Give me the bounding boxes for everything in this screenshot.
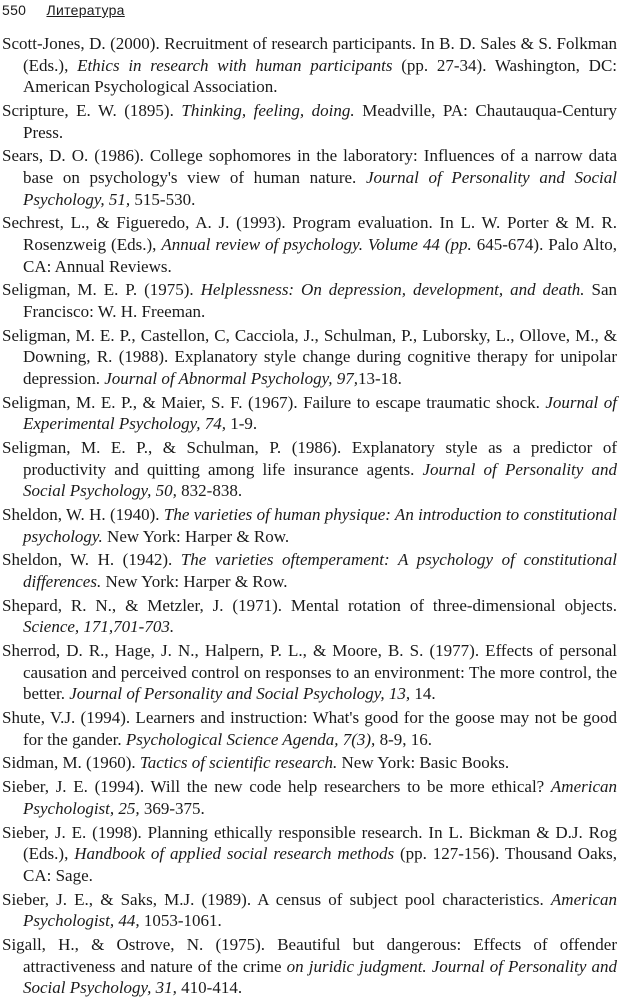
- reference-title-italic: Journal of Personality and Social Psychology, 51,: [23, 167, 617, 209]
- reference-entry: [2, 822, 617, 887]
- reference-text: Shepard, R. N., & Metzler, J. (1971). Mental rotation of three-dimensional objects.: [2, 595, 617, 615]
- reference-entry: [2, 776, 617, 819]
- reference-text: 369-375.: [139, 798, 205, 818]
- reference-entry: [2, 325, 617, 390]
- reference-text: 832-838.: [176, 481, 243, 501]
- reference-text: 1053-1061.: [139, 911, 222, 931]
- reference-text: Seligman, M. E. P., Castellon, C, Cacciola, J., Schulman, P., Luborsky, L., Ollove, M., & Downing, R. (1988). Explanatory style change during cognitive therapy for unipolar depression.: [2, 325, 617, 388]
- reference-text: Sechrest, L., & Figueredo, A. J. (1993). Program evaluation. In L. W. Porter & M. R. Rosenzweig (Eds.),: [2, 213, 617, 254]
- reference-text: Scripture, E. W. (1895).: [2, 100, 182, 120]
- reference-entry: [2, 595, 617, 638]
- reference-title-italic: Journal of Personality and Social Psychology, 13,: [69, 684, 411, 704]
- reference-title-italic: on juridic judgment. Journal of Personality and Social Psychology, 31,: [23, 956, 617, 998]
- reference-title-italic: Handbook of applied social research methods: [74, 844, 395, 864]
- reference-list: [2, 33, 617, 1001]
- reference-entry: [2, 437, 617, 502]
- reference-title-italic: The varieties of human physique: An introduction to constitutional psychology.: [23, 504, 618, 546]
- reference-title-italic: Thinking, feeling, doing.: [181, 100, 355, 120]
- reference-title-italic: Journal of Personality and Social Psychology, 50,: [23, 459, 618, 501]
- reference-text: Sigall, H., & Ostrove, N. (1975). Beautiful but dangerous: Effects of offender attractiveness and nature of the crime: [2, 934, 617, 976]
- reference-text: Sidman, M. (1960).: [2, 753, 140, 773]
- reference-title-italic: American Psychologist, 44,: [23, 889, 617, 931]
- reference-text: 515-530.: [130, 189, 196, 209]
- page-number: 550: [2, 2, 27, 18]
- reference-title-italic: American Psychologist, 25,: [23, 777, 617, 818]
- reference-entry: [2, 549, 617, 592]
- reference-entry: [2, 934, 617, 999]
- reference-text: Sheldon, W. H. (1940).: [2, 504, 164, 524]
- reference-text: 645-674). Palo Alto, CA: Annual Reviews.: [23, 234, 617, 276]
- reference-text: Meadville, PA: Chautauqua-Century Press.: [23, 100, 618, 142]
- reference-entry: [2, 33, 617, 98]
- reference-entry: [2, 889, 617, 932]
- reference-text: Sieber, J. E., & Saks, M.J. (1989). A census of subject pool characteristics.: [2, 889, 551, 909]
- reference-text: (pp. 27-34). Washington, DC: American Psychological Association.: [23, 55, 618, 97]
- reference-title-italic: Annual review of psychology. Volume 44 (pp.: [161, 234, 472, 254]
- reference-entry: [2, 279, 617, 322]
- reference-text: New York: Harper & Row.: [101, 571, 288, 591]
- reference-text: Seligman, M. E. P., & Maier, S. F. (1967). Failure to escape traumatic shock.: [2, 392, 546, 412]
- reference-entry: [2, 392, 617, 435]
- reference-text: Seligman, M. E. P. (1975).: [2, 280, 201, 300]
- reference-text: Sheldon, W. H. (1942).: [2, 550, 181, 570]
- reference-entry: [2, 145, 617, 210]
- reference-text: (pp. 127-156). Thousand Oaks, CA: Sage.: [23, 844, 617, 885]
- reference-text: Shute, V.J. (1994). Learners and instruction: What's good for the goose may not be good for the gander.: [2, 708, 617, 749]
- section-title: Литература: [46, 2, 125, 18]
- reference-title-italic: Science, 171,701-703.: [23, 617, 175, 637]
- reference-text: 410-414.: [176, 978, 243, 998]
- reference-text: 1-9.: [226, 414, 258, 434]
- reference-title-italic: Psychological Science Agenda, 7(3),: [125, 729, 376, 749]
- reference-entry: [2, 100, 617, 143]
- reference-text: New York: Harper & Row.: [102, 526, 290, 546]
- running-header: [2, 2, 125, 18]
- reference-text: San Francisco: W. H. Freeman.: [23, 280, 618, 321]
- reference-title-italic: Ethics in research with human participants: [77, 55, 393, 75]
- reference-text: New York: Basic Books.: [337, 753, 510, 773]
- reference-entry: [2, 707, 617, 750]
- reference-text: 14.: [410, 684, 436, 704]
- reference-entry: [2, 640, 617, 705]
- reference-title-italic: Tactics of scientific research.: [139, 753, 338, 773]
- reference-text: 8-9, 16.: [375, 729, 432, 749]
- reference-text: Sherrod, D. R., Hage, J. N., Halpern, P. L., & Moore, B. S. (1977). Effects of personal causation and perceived control on responses to an environment: The more control, the better.: [2, 641, 617, 704]
- reference-entry: [2, 752, 617, 774]
- reference-title-italic: Journal of Experimental Psychology, 74,: [23, 392, 617, 434]
- reference-text: Sieber, J. E. (1998). Planning ethically responsible research. In L. Bickman & D.J. Rog (Eds.),: [2, 822, 617, 864]
- reference-title-italic: The varieties oftemperament: A psychology of constitutional differences.: [23, 550, 617, 591]
- reference-title-italic: Helplessness: On depression, development, and death.: [200, 280, 585, 300]
- reference-text: 13-18.: [357, 368, 402, 388]
- reference-text: Sears, D. O. (1986). College sophomores in the laboratory: Influences of a narrow data base on psychology's view of human nature.: [2, 146, 617, 187]
- reference-text: Scott-Jones, D. (2000). Recruitment of research participants. In B. D. Sales & S. Folkman (Eds.),: [2, 34, 617, 75]
- reference-title-italic: Journal of Abnormal Psychology, 97,: [104, 368, 358, 388]
- reference-entry: [2, 504, 617, 547]
- reference-text: Seligman, M. E. P., & Schulman, P. (1986). Explanatory style as a predictor of productivity and quitting among life insurance agents.: [2, 438, 617, 479]
- reference-entry: [2, 212, 617, 277]
- reference-text: Sieber, J. E. (1994). Will the new code help researchers to be more ethical?: [2, 777, 551, 797]
